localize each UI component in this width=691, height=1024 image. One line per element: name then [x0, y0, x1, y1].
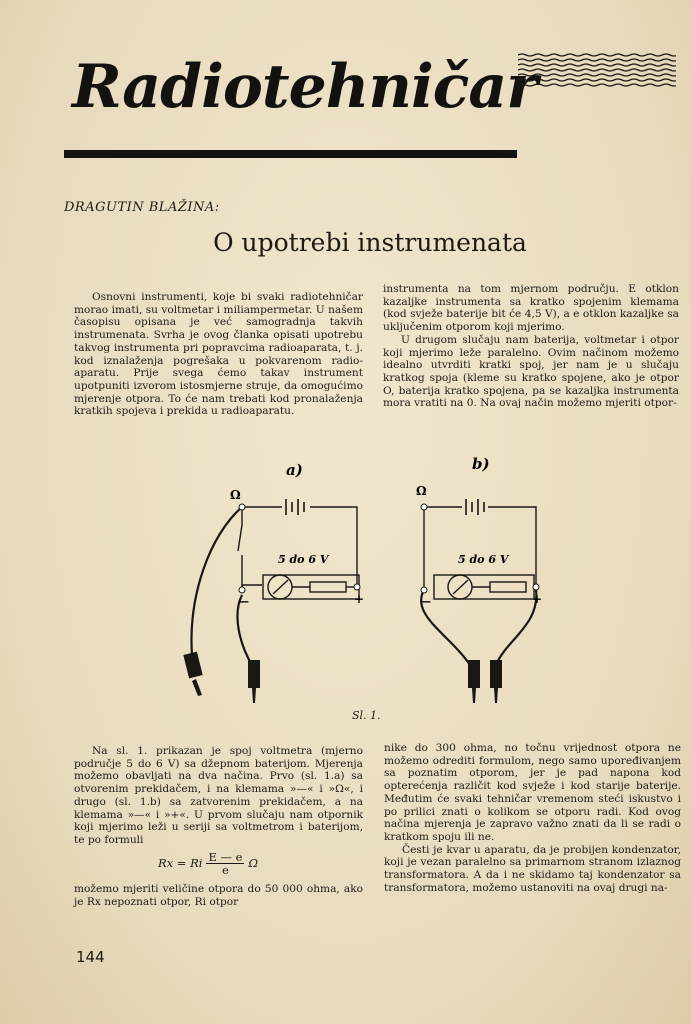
column-top-right — [383, 283, 679, 410]
paragraph: Na sl. 1. prikazan je spoj voltmetra (mjerno područje 5 do 6 V) sa džepnom baterijom. Mjerenja možemo obavljati na dva načina. Prvo (sl. 1.a) sa otvorenim prekidačem, i na klemama »—« i »Ω«, i drugo (sl. 1.b) sa zatvorenim prekidačem, a na klemama »—« i »+«. U prvom slučaju nam otpornik koji mjerimo leži u seriji sa voltmetrom i baterijom, te po formuli — [74, 745, 363, 846]
ohm-terminal-a: Ω — [230, 488, 241, 502]
paragraph: Česti je kvar u aparatu, da je probijen kondenzator, koji je vezan paralelno sa primarnom stranom izlaznog transformatora. A da i ne skidamo taj kondenzator sa transformatora, možemo ustanoviti na ovaj drugi na- — [384, 843, 681, 894]
column-bottom-left — [74, 745, 363, 908]
masthead-title: Radiotehničar — [72, 52, 537, 122]
figure-label-a: a) — [286, 461, 303, 479]
minus-terminal-a: — — [238, 595, 249, 608]
paragraph: možemo mjeriti veličine otpora do 50 000 ohma, ako je Rx nepoznati otpor, Ri otpor — [74, 883, 363, 908]
plus-terminal-a: + — [354, 592, 365, 606]
plus-terminal-b: + — [532, 592, 543, 606]
paragraph: U drugom slučaju nam baterija, voltmetar i otpor koji mjerimo leže paralelno. Ovim načinom možemo idealno utvrditi kratki spoj, jer nam je u slučaju kratkog spoja (kleme su kratko spojene, ako je otpor O, baterija kratko spojena, pa se kazaljka instrumenta mora vratiti na 0. Na ovaj način možemo mjeriti otpor- — [383, 333, 679, 410]
formula-numerator: E — e — [208, 849, 243, 864]
column-top-left — [74, 291, 363, 418]
masthead — [72, 48, 537, 148]
page-number: 144 — [76, 948, 105, 966]
masthead-rule — [64, 150, 517, 158]
paragraph: instrumenta na tom mjernom području. E otklon kazaljke instrumenta sa kratko spojenim klemama (kod svježe baterije bit će 4,5 V), a e otklon kazaljke sa uključenim otporom koji mjerimo. — [383, 283, 679, 334]
formula-unit: Ω — [248, 856, 258, 871]
author-byline: DRAGUTIN BLAŽINA: — [64, 200, 220, 215]
circuit-figure — [170, 455, 570, 705]
column-bottom-right — [384, 742, 681, 894]
ohm-terminal-b: Ω — [416, 484, 427, 498]
formula-fraction — [206, 851, 244, 877]
paragraph: Osnovni instrumenti, koje bi svaki radiotehničar morao imati, su voltmetar i miliampermetar. U našem časopisu opisana je već samogradnja takvih instrumenata. Svrha je ovog članka opisati upotrebu takvog instrumenta pri popravcima radioaparata, t. j. kod iznalaženja pogrešaka u pokvarenom radio-aparatu. Prije svega ćemo takav instrument upotpuniti izvorom istosmjerne struje, da omogućimo mjerenje otpora. To će nam trebati kod pronalaženja kratkih spojeva i prekida u radioaparatu. — [74, 291, 363, 418]
range-label-b: 5 do 6 V — [458, 553, 509, 566]
article-title: O upotrebi instrumenata — [213, 228, 527, 257]
formula-lhs: Rx = Ri — [158, 856, 203, 871]
wave-ornament — [518, 52, 676, 92]
paragraph: nike do 300 ohma, no točnu vrijednost otpora ne možemo odrediti formulom, nego samo upoređivanjem sa poznatim otporom, jer je pad napona kod opterećenja različit kod svježe i kod starije baterije. Međutim će svaki tehničar vremenom steći iskustvo i po prilici znati o kolikom se otporu radi. Kod ovog načina mjerenja je zapravo važno znati da li se radi o kratkom spoju ili ne. — [384, 742, 681, 843]
figure-label-b: b) — [472, 455, 490, 473]
figure-caption: Sl. 1. — [352, 709, 381, 722]
minus-terminal-b: — — [420, 595, 431, 608]
range-label-a: 5 do 6 V — [278, 553, 329, 566]
formula — [158, 851, 363, 877]
formula-denominator: e — [222, 863, 229, 878]
